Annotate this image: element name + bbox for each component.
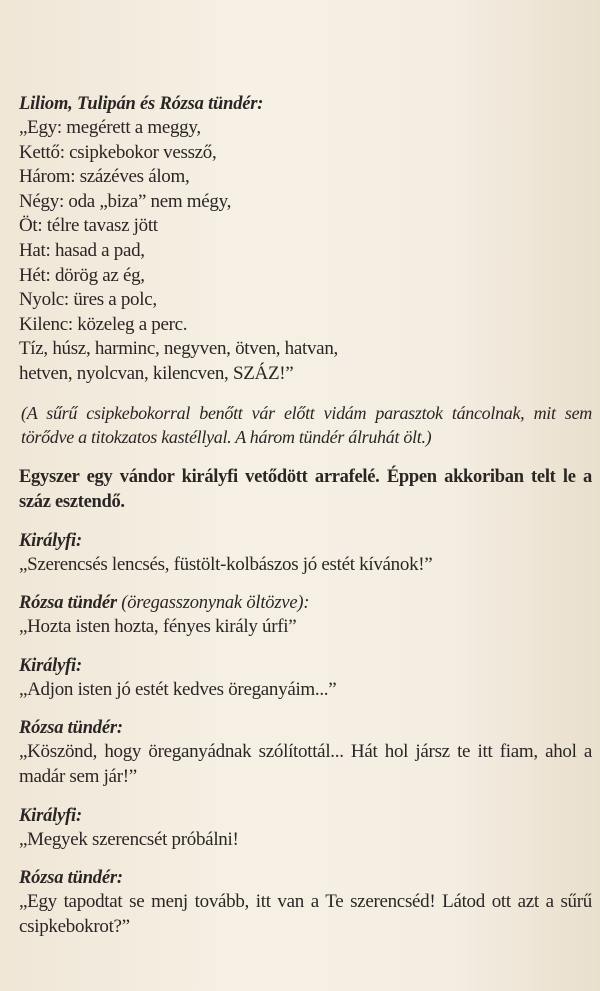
speaker-label: Királyfi:: [19, 530, 82, 551]
verse-line: Nyolc: üres a polc,: [19, 289, 157, 311]
speaker-name: [19, 591, 592, 615]
speaker-label: Királyfi:: [19, 655, 82, 676]
speaker-label: Királyfi:: [19, 805, 82, 826]
dialogue-block: [19, 654, 592, 703]
dialogue-line: „Szerencsés lencsés, füstölt-kolbászos jó estét kívánok!”: [19, 553, 433, 575]
speaker-name: Liliom, Tulipán és Rózsa tündér:: [19, 94, 264, 114]
verse-line: hetven, nyolcvan, kilencven, SZÁZ!”: [19, 362, 294, 384]
dialogue-line: „Köszönd, hogy öreganyádnak szólítottál... Hát hol jársz te itt fiam, ahol a madár sem jár!”: [19, 741, 592, 787]
speaker-name: [19, 716, 592, 740]
verse-line: Kilenc: közeleg a perc.: [19, 313, 188, 335]
speaker-label: Rózsa tündér:: [19, 868, 123, 889]
verse-line: „Egy: megérett a meggy,: [19, 117, 201, 138]
verse-line: Négy: oda „biza” nem mégy,: [19, 190, 232, 212]
speaker-note: (öregasszonynak öltözve):: [121, 593, 310, 614]
dialogue-block: [19, 591, 592, 640]
verse-line: Hat: hasad a pad,: [19, 239, 145, 261]
dialogue-block: [19, 529, 592, 578]
dialogue-line: „Egy tapodtat se menj tovább, itt van a Te szerencséd! Látod ott azt a sűrű csipkebokrot?”: [19, 891, 592, 937]
speaker-name: [19, 654, 592, 678]
verse-line: Hét: dörög az ég,: [19, 264, 145, 286]
dialogue-block: [19, 804, 592, 853]
dialogue-line: „Adjon isten jó estét kedves öreganyáim...”: [19, 678, 337, 700]
dialogue-line: „Hozta isten hozta, fényes király úrfi”: [19, 616, 297, 638]
stage-direction: (A sűrű csipkebokorral benőtt vár előtt vidám parasztok táncolnak, mit sem törődve a titokzatos kastéllyal. A három tündér álruhát ölt.): [21, 402, 592, 447]
dialogue-block: [19, 866, 592, 939]
dialogue-block: [19, 716, 592, 789]
dialogue-line: „Megyek szerencsét próbálni!: [19, 828, 239, 850]
speaker-label: Rózsa tündér: [19, 593, 117, 614]
opening-section: [19, 92, 592, 387]
speaker-name: [19, 866, 592, 890]
speaker-name: [19, 529, 592, 553]
verse-line: Öt: télre tavasz jött: [19, 215, 158, 237]
verse-line: Három: százéves álom,: [19, 166, 190, 188]
narration: Egyszer egy vándor királyfi vetődött arrafelé. Éppen akkoriban telt le a száz esztendő.: [19, 466, 592, 512]
speaker-name: [19, 804, 592, 828]
verse-line: Tíz, húsz, harminc, negyven, ötven, hatvan,: [19, 338, 338, 360]
speaker-label: Rózsa tündér:: [19, 718, 123, 739]
verse-line: Kettő: csipkebokor vessző,: [19, 141, 217, 163]
